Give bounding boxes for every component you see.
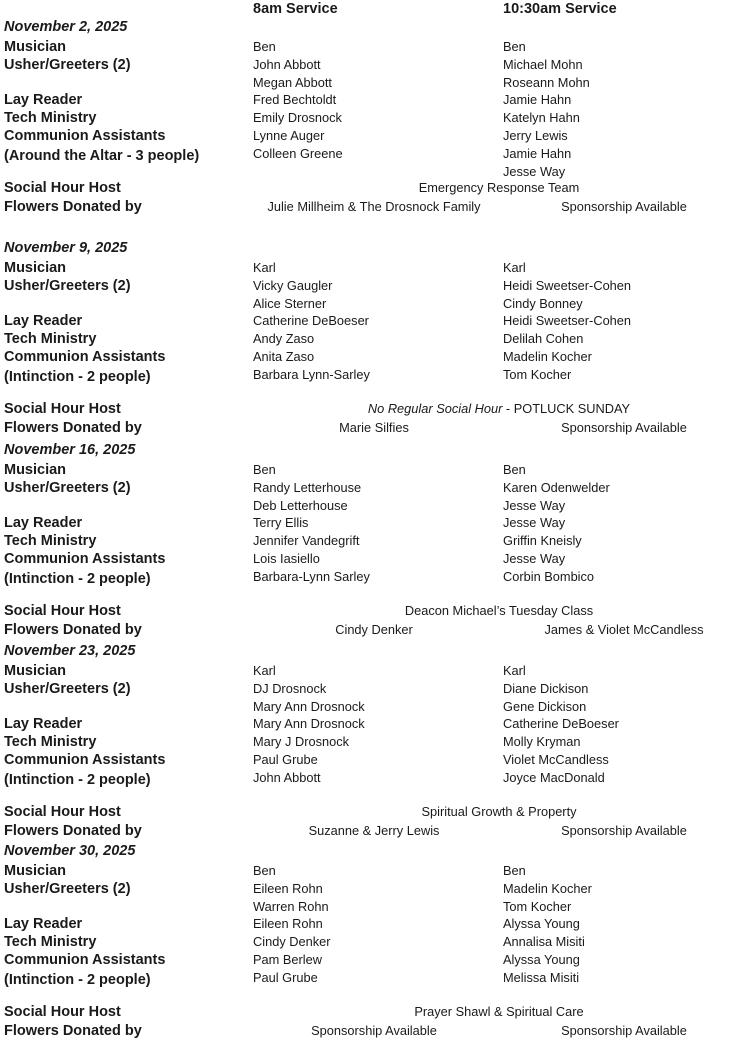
week-date: November 9, 2025	[4, 240, 128, 256]
flowers-donor-8am: Sponsorship Available	[311, 1023, 437, 1038]
week-date: November 23, 2025	[4, 643, 136, 659]
week-block	[0, 19, 749, 219]
label-flowers-donated: Flowers Donated by	[4, 420, 142, 436]
label-musician: Musician	[4, 663, 67, 679]
communion-assistant-8am: Barbara-Lynn Sarley	[253, 569, 370, 584]
flowers-donor-1030am: James & Violet McCandless	[544, 622, 704, 637]
label-flowers-donated: Flowers Donated by	[4, 199, 142, 215]
social-hour-host-value	[414, 1004, 583, 1019]
label-communion-note: (Intinction - 2 people)	[4, 369, 151, 385]
musician-1030am: Karl	[503, 663, 526, 678]
flowers-donor-1030am: Sponsorship Available	[561, 199, 687, 214]
tech-ministry-8am: Mary J Drosnock	[253, 734, 349, 749]
flowers-donor-8am: Julie Millheim & The Drosnock Family	[267, 199, 481, 214]
lay-reader-1030am: Catherine DeBoeser	[503, 716, 619, 731]
communion-assistant-1030am: Violet McCandless	[503, 752, 609, 767]
social-hour-host-name: Spiritual Growth & Property	[421, 804, 577, 819]
label-social-hour-host: Social Hour Host	[4, 401, 121, 417]
week-block	[0, 240, 749, 440]
label-lay-reader: Lay Reader	[4, 313, 83, 329]
label-communion-note: (Intinction - 2 people)	[4, 972, 151, 988]
communion-assistant-1030am: Joyce MacDonald	[503, 770, 605, 785]
label-ushers: Usher/Greeters (2)	[4, 480, 131, 496]
label-tech-ministry: Tech Ministry	[4, 934, 97, 950]
flowers-donor-8am: Cindy Denker	[335, 622, 413, 637]
communion-assistant-1030am: Alyssa Young	[503, 952, 580, 967]
social-hour-host-name: Deacon Michael’s Tuesday Class	[404, 603, 594, 618]
week-block	[0, 643, 749, 843]
communion-assistant-1030am: Melissa Misiti	[503, 970, 580, 985]
social-hour-host-value	[368, 401, 630, 416]
label-musician: Musician	[4, 462, 67, 478]
communion-assistant-1030am: Jesse Way	[503, 551, 566, 566]
label-communion-note: (Intinction - 2 people)	[4, 772, 151, 788]
usher-8am: Mary Ann Drosnock	[253, 699, 365, 714]
communion-assistant-8am: Paul Grube	[253, 970, 318, 985]
lay-reader-8am: Eileen Rohn	[253, 916, 323, 931]
communion-assistant-8am: Pam Berlew	[253, 952, 322, 967]
lay-reader-1030am: Alyssa Young	[503, 916, 580, 931]
usher-1030am: Karen Odenwelder	[503, 480, 610, 495]
tech-ministry-1030am: Griffin Kneisly	[503, 533, 582, 548]
label-social-hour-host: Social Hour Host	[4, 804, 121, 820]
communion-assistant-1030am: Tom Kocher	[503, 367, 572, 382]
usher-8am: Megan Abbott	[253, 75, 332, 90]
flowers-donor-1030am: Sponsorship Available	[561, 1023, 687, 1038]
musician-8am: Ben	[253, 462, 276, 477]
usher-1030am: Cindy Bonney	[503, 296, 583, 311]
social-hour-host-name: Emergency Response Team	[418, 180, 580, 195]
tech-ministry-8am: Jennifer Vandegrift	[253, 533, 360, 548]
tech-ministry-8am: Andy Zaso	[253, 331, 315, 346]
label-tech-ministry: Tech Ministry	[4, 110, 97, 126]
flowers-donor-8am: Marie Silfies	[339, 420, 409, 435]
social-hour-host-name: - POTLUCK SUNDAY	[502, 401, 631, 416]
social-hour-host-value	[421, 804, 576, 819]
communion-assistant-8am: Paul Grube	[253, 752, 318, 767]
musician-8am: Ben	[253, 39, 276, 54]
label-ushers: Usher/Greeters (2)	[4, 278, 131, 294]
lay-reader-8am: Mary Ann Drosnock	[253, 716, 365, 731]
communion-assistant-8am: John Abbott	[253, 770, 321, 785]
usher-8am: Alice Sterner	[253, 296, 327, 311]
tech-ministry-1030am: Katelyn Hahn	[503, 110, 580, 125]
social-hour-host-value	[405, 603, 593, 618]
label-communion-note: (Intinction - 2 people)	[4, 571, 151, 587]
flowers-donor-1030am: Sponsorship Available	[561, 420, 687, 435]
communion-assistant-8am: Lois Iasiello	[253, 551, 320, 566]
usher-8am: Randy Letterhouse	[253, 480, 362, 495]
lay-reader-1030am: Jesse Way	[503, 515, 566, 530]
usher-8am: Deb Letterhouse	[253, 498, 348, 513]
label-lay-reader: Lay Reader	[4, 515, 83, 531]
usher-1030am: Gene Dickison	[503, 699, 587, 714]
communion-assistant-8am: Barbara Lynn-Sarley	[253, 367, 370, 382]
week-date: November 16, 2025	[4, 442, 136, 458]
label-flowers-donated: Flowers Donated by	[4, 1023, 142, 1039]
header-8am-service: 8am Service	[253, 1, 338, 17]
social-hour-host-name: Prayer Shawl & Spiritual Care	[414, 1004, 584, 1019]
week-date: November 2, 2025	[4, 19, 128, 35]
communion-assistant-8am: Anita Zaso	[253, 349, 315, 364]
lay-reader-1030am: Heidi Sweetser-Cohen	[503, 313, 632, 328]
label-ushers: Usher/Greeters (2)	[4, 681, 131, 697]
musician-1030am: Ben	[503, 863, 526, 878]
usher-8am: Eileen Rohn	[253, 881, 323, 896]
usher-1030am: Jesse Way	[503, 498, 566, 513]
usher-8am: Vicky Gaugler	[253, 278, 333, 293]
label-tech-ministry: Tech Ministry	[4, 331, 97, 347]
usher-1030am: Michael Mohn	[503, 57, 583, 72]
label-social-hour-host: Social Hour Host	[4, 1004, 121, 1020]
label-lay-reader: Lay Reader	[4, 92, 83, 108]
label-social-hour-host: Social Hour Host	[4, 180, 121, 196]
label-ushers: Usher/Greeters (2)	[4, 57, 131, 73]
label-communion-assistants: Communion Assistants	[4, 349, 166, 365]
flowers-donor-8am: Suzanne & Jerry Lewis	[308, 823, 440, 838]
usher-1030am: Madelin Kocher	[503, 881, 592, 896]
label-communion-note: (Around the Altar - 3 people)	[4, 148, 200, 164]
label-musician: Musician	[4, 260, 67, 276]
communion-assistant-1030am: Jamie Hahn	[503, 146, 572, 161]
lay-reader-1030am: Jamie Hahn	[503, 92, 572, 107]
lay-reader-8am: Fred Bechtoldt	[253, 92, 337, 107]
communion-assistant-1030am: Jerry Lewis	[503, 128, 568, 143]
social-hour-note: No Regular Social Hour	[367, 401, 503, 416]
label-social-hour-host: Social Hour Host	[4, 603, 121, 619]
musician-8am: Ben	[253, 863, 276, 878]
week-block	[0, 442, 749, 642]
tech-ministry-1030am: Annalisa Misiti	[503, 934, 585, 949]
tech-ministry-1030am: Delilah Cohen	[503, 331, 584, 346]
musician-1030am: Ben	[503, 462, 526, 477]
communion-assistant-1030am: Jesse Way	[503, 164, 566, 179]
musician-8am: Karl	[253, 663, 276, 678]
label-communion-assistants: Communion Assistants	[4, 551, 166, 567]
label-ushers: Usher/Greeters (2)	[4, 881, 131, 897]
musician-1030am: Karl	[503, 260, 526, 275]
week-block	[0, 843, 749, 1043]
label-tech-ministry: Tech Ministry	[4, 734, 97, 750]
musician-1030am: Ben	[503, 39, 526, 54]
week-date: November 30, 2025	[4, 843, 136, 859]
usher-1030am: Tom Kocher	[503, 899, 572, 914]
label-lay-reader: Lay Reader	[4, 716, 83, 732]
label-musician: Musician	[4, 39, 67, 55]
communion-assistant-8am: Lynne Auger	[253, 128, 325, 143]
label-flowers-donated: Flowers Donated by	[4, 622, 142, 638]
communion-assistant-8am: Colleen Greene	[253, 146, 343, 161]
usher-1030am: Heidi Sweetser-Cohen	[503, 278, 632, 293]
communion-assistant-1030am: Madelin Kocher	[503, 349, 592, 364]
label-lay-reader: Lay Reader	[4, 916, 83, 932]
social-hour-host-value	[419, 180, 580, 195]
communion-assistant-1030am: Corbin Bombico	[503, 569, 595, 584]
lay-reader-8am: Terry Ellis	[253, 515, 309, 530]
label-musician: Musician	[4, 863, 67, 879]
musician-8am: Karl	[253, 260, 276, 275]
usher-8am: DJ Drosnock	[253, 681, 327, 696]
label-tech-ministry: Tech Ministry	[4, 533, 97, 549]
usher-1030am: Roseann Mohn	[503, 75, 590, 90]
usher-8am: Warren Rohn	[253, 899, 329, 914]
label-flowers-donated: Flowers Donated by	[4, 823, 142, 839]
tech-ministry-8am: Cindy Denker	[253, 934, 331, 949]
lay-reader-8am: Catherine DeBoeser	[253, 313, 369, 328]
label-communion-assistants: Communion Assistants	[4, 752, 166, 768]
tech-ministry-1030am: Molly Kryman	[503, 734, 581, 749]
usher-8am: John Abbott	[253, 57, 321, 72]
tech-ministry-8am: Emily Drosnock	[253, 110, 342, 125]
label-communion-assistants: Communion Assistants	[4, 952, 166, 968]
header-1030am-service: 10:30am Service	[503, 1, 617, 17]
flowers-donor-1030am: Sponsorship Available	[561, 823, 687, 838]
label-communion-assistants: Communion Assistants	[4, 128, 166, 144]
usher-1030am: Diane Dickison	[503, 681, 589, 696]
